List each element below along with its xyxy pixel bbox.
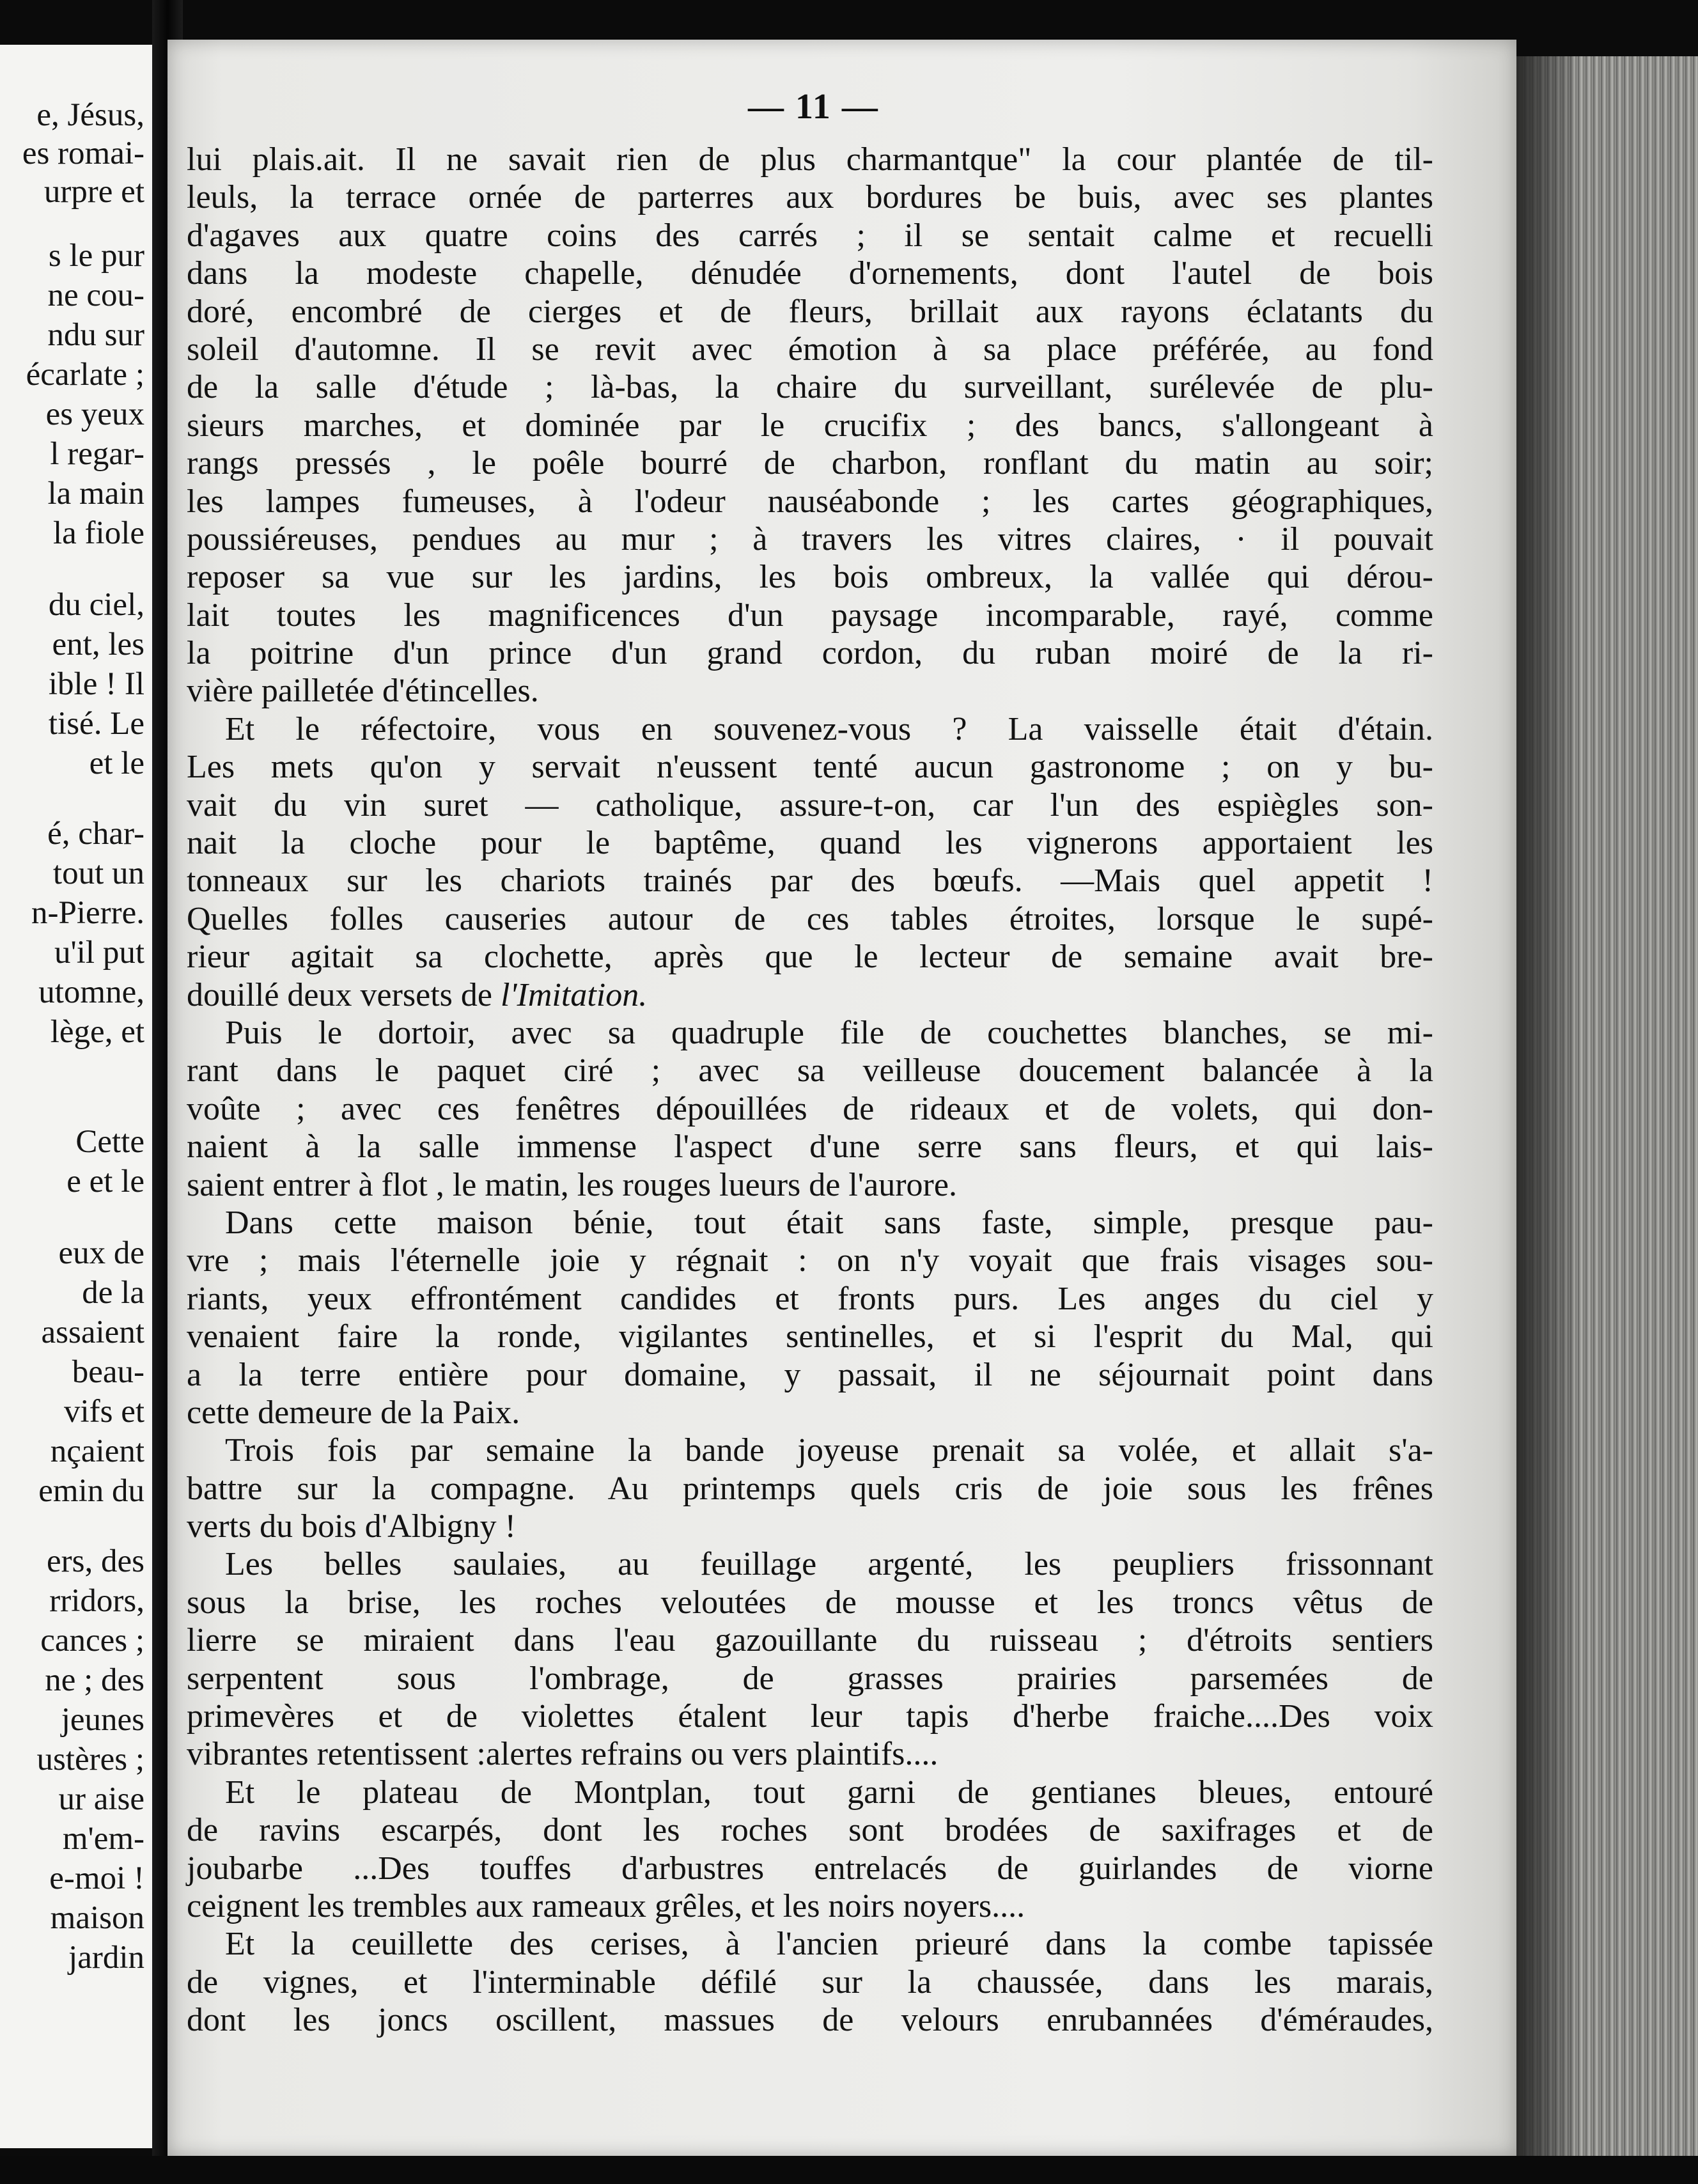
text-line: verts du bois d'Albigny ! bbox=[187, 1508, 516, 1545]
text-line: les lampes fumeuses, à l'odeur nauséabonde ; les cartes géographiques, bbox=[187, 483, 1433, 520]
facing-page-left bbox=[0, 45, 152, 2148]
text-line: a la terre entière pour domaine, y passait, il ne séjournait point dans bbox=[187, 1356, 1433, 1393]
text-line: rant dans le paquet ciré ; avec sa veilleuse doucement balancée à la bbox=[187, 1052, 1433, 1089]
facing-page-line: ustères ; bbox=[36, 1742, 144, 1777]
text-fragment: douillé deux versets de bbox=[187, 976, 492, 1013]
facing-page-line: écarlate ; bbox=[26, 357, 144, 393]
text-line: poussiéreuses, pendues au mur ; à travers les vitres claires, · il pouvait bbox=[187, 520, 1433, 558]
text-line: voûte ; avec ces fenêtres dépouillées de rideaux et de volets, qui don- bbox=[187, 1090, 1433, 1127]
facing-page-line: m'em- bbox=[62, 1821, 144, 1857]
text-line: riants, yeux effrontément candides et fronts purs. Les anges du ciel y bbox=[187, 1280, 1433, 1317]
text-line: Les mets qu'on y servait n'eussent tenté aucun gastronome ; on y bu- bbox=[187, 749, 1433, 786]
facing-page-line: urpre et bbox=[43, 174, 144, 210]
page-edges-shadow bbox=[1516, 56, 1574, 2184]
text-line: vière pailletée d'étincelles. bbox=[187, 673, 539, 710]
facing-page-line: ne ; des bbox=[45, 1662, 144, 1698]
facing-page-line: ur aise bbox=[58, 1781, 144, 1817]
text-line: naient à la salle immense l'aspect d'une serre sans fleurs, et qui lais- bbox=[187, 1128, 1433, 1166]
facing-page-line: e, Jésus, bbox=[36, 97, 144, 133]
facing-page-line: é, char- bbox=[47, 816, 144, 852]
facing-page-line: utomne, bbox=[38, 974, 144, 1010]
facing-page-line: ndu sur bbox=[47, 317, 144, 353]
text-line: Trois fois par semaine la bande joyeuse prenait sa volée, et allait s'a- bbox=[225, 1432, 1433, 1469]
text-line: vait du vin suret — catholique, assure-t-on, car l'un des espiègles son- bbox=[187, 786, 1433, 823]
facing-page-line: nçaient bbox=[50, 1433, 144, 1469]
facing-page-line: eux de bbox=[58, 1235, 144, 1271]
facing-page-line: vifs et bbox=[63, 1394, 144, 1430]
text-line: battre sur la compagne. Au printemps quels cris de joie sous les frênes bbox=[187, 1470, 1433, 1507]
text-line: Et la ceuillette des cerises, à l'ancien prieuré dans la combe tapissée bbox=[225, 1926, 1433, 1963]
text-line: doré, encombré de cierges et de fleurs, brillait aux rayons éclatants du bbox=[187, 293, 1433, 330]
facing-page-line: la fiole bbox=[52, 515, 144, 551]
scan-border-bottom bbox=[0, 2156, 1698, 2184]
text-line: rangs pressés , le poêle bourré de charbon, ronflant du matin au soir; bbox=[187, 445, 1433, 482]
facing-page-line: de la bbox=[82, 1275, 144, 1311]
text-line: de vignes, et l'interminable défilé sur la chaussée, dans les marais, bbox=[187, 1963, 1433, 2001]
facing-page-line: du ciel, bbox=[48, 587, 144, 623]
text-line: Puis le dortoir, avec sa quadruple file de couchettes blanches, se mi- bbox=[225, 1014, 1433, 1051]
body-text bbox=[187, 141, 1433, 2040]
facing-page-line: ent, les bbox=[52, 627, 144, 662]
text-line: vibrantes retentissent :alertes refrains ou vers plaintifs.... bbox=[187, 1736, 939, 1773]
text-line: primevères et de violettes étalent leur tapis d'herbe fraiche....Des voix bbox=[187, 1698, 1433, 1735]
text-line: tonneaux sur les chariots trainés par des bœufs. —Mais quel appetit ! bbox=[187, 862, 1433, 900]
facing-page-line: beau- bbox=[72, 1354, 144, 1390]
text-line: d'agaves aux quatre coins des carrés ; il se sentait calme et recuelli bbox=[187, 217, 1433, 254]
facing-page-line: tisé. Le bbox=[48, 706, 144, 742]
text-line: Et le plateau de Montplan, tout garni de gentianes bleues, entouré bbox=[225, 1774, 1433, 1811]
text-line: venaient faire la ronde, vigilantes sentinelles, et si l'esprit du Mal, qui bbox=[187, 1318, 1433, 1355]
facing-page-line: lège, et bbox=[50, 1014, 144, 1050]
facing-page-line: Cette bbox=[75, 1124, 144, 1160]
facing-page-line: rridors, bbox=[49, 1583, 144, 1619]
text-line: reposer sa vue sur les jardins, les bois ombreux, la vallée qui dérou- bbox=[187, 559, 1433, 596]
facing-page-line: tout un bbox=[52, 855, 144, 891]
facing-page-line: s le pur bbox=[48, 238, 144, 274]
text-line: Les belles saulaies, au feuillage argenté, les peupliers frissonnant bbox=[225, 1546, 1433, 1583]
facing-page-line: ers, des bbox=[47, 1543, 144, 1579]
facing-page-line: n-Pierre. bbox=[31, 895, 144, 931]
text-line: cette demeure de la Paix. bbox=[187, 1394, 520, 1431]
text-line: Et le réfectoire, vous en souvenez-vous ? La vaisselle était d'étain. bbox=[225, 710, 1433, 747]
facing-page-line: e et le bbox=[66, 1164, 144, 1199]
text-line: de la salle d'étude ; là-bas, la chaire du surveillant, surélevée de plu- bbox=[187, 369, 1433, 406]
facing-page-line: jardin bbox=[68, 1940, 144, 1976]
facing-page-line: et le bbox=[89, 745, 144, 781]
facing-page-line: cances ; bbox=[40, 1623, 144, 1658]
text-line: Quelles folles causeries autour de ces tables étroites, lorsque le supé- bbox=[187, 900, 1433, 937]
facing-page-line: l regar- bbox=[50, 436, 144, 472]
text-line: lui plais.ait. Il ne savait rien de plus charmantque" la cour plantée de til- bbox=[187, 141, 1433, 178]
text-line: rieur agitait sa clochette, après que le lecteur de semaine avait bre- bbox=[187, 939, 1433, 976]
facing-page-line: jeunes bbox=[61, 1702, 144, 1738]
text-line: saient entrer à flot , le matin, les rouges lueurs de l'aurore. bbox=[187, 1166, 957, 1203]
facing-page-line: ne cou- bbox=[47, 277, 144, 313]
facing-page-line: emin du bbox=[38, 1473, 144, 1509]
facing-page-line: maison bbox=[50, 1900, 144, 1936]
facing-page-line: la main bbox=[47, 476, 144, 511]
text-line: ceignent les trembles aux rameaux grêles, et les noirs noyers.... bbox=[187, 1887, 1025, 1924]
text-line: serpentent sous l'ombrage, de grasses prairies parsemées de bbox=[187, 1660, 1433, 1697]
text-line: leuls, la terrace ornée de parterres aux bordures be buis, avec ses plantes bbox=[187, 179, 1433, 216]
facing-page-line: u'il put bbox=[54, 935, 144, 971]
facing-page-line: ible ! Il bbox=[48, 666, 144, 702]
facing-page-line: es romai- bbox=[22, 136, 144, 171]
text-line: dans la modeste chapelle, dénudée d'ornements, dont l'autel de bois bbox=[187, 255, 1433, 292]
facing-page-line: e-moi ! bbox=[49, 1860, 144, 1896]
text-line: dont les joncs oscillent, massues de velours enrubannées d'éméraudes, bbox=[187, 2002, 1433, 2039]
facing-page-line: assaient bbox=[41, 1314, 144, 1350]
text-line: sous la brise, les roches veloutées de mousse et les troncs vêtus de bbox=[187, 1584, 1433, 1621]
text-line: lierre se miraient dans l'eau gazouillante du ruisseau ; d'étroits sentiers bbox=[187, 1622, 1433, 1659]
text-line: lait toutes les magnificences d'un paysage incomparable, rayé, comme bbox=[187, 597, 1433, 634]
text-line: Dans cette maison bénie, tout était sans faste, simple, presque pau- bbox=[225, 1204, 1433, 1241]
text-line: nait la cloche pour le baptême, quand les vignerons apportaient les bbox=[187, 825, 1433, 862]
text-line: la poitrine d'un prince d'un grand cordon, du ruban moiré de la ri- bbox=[187, 635, 1433, 672]
text-line: joubarbe ...Des touffes d'arbustres entrelacés de guirlandes de viorne bbox=[187, 1850, 1433, 1887]
italic-title: l'Imitation. bbox=[500, 976, 648, 1013]
page-number: — 11 — bbox=[748, 87, 879, 127]
facing-page-line: es yeux bbox=[45, 396, 144, 432]
text-line: de ravins escarpés, dont les roches sont brodées de saxifrages et de bbox=[187, 1812, 1433, 1849]
text-line: sieurs marches, et dominée par le crucifix ; des bancs, s'allongeant à bbox=[187, 407, 1433, 444]
text-line: vre ; mais l'éternelle joie y régnait : on n'y voyait que frais visages sou- bbox=[187, 1242, 1433, 1279]
text-line: soleil d'automne. Il se revit avec émotion à sa place préférée, au fond bbox=[187, 331, 1433, 368]
text-line bbox=[187, 976, 1433, 1014]
